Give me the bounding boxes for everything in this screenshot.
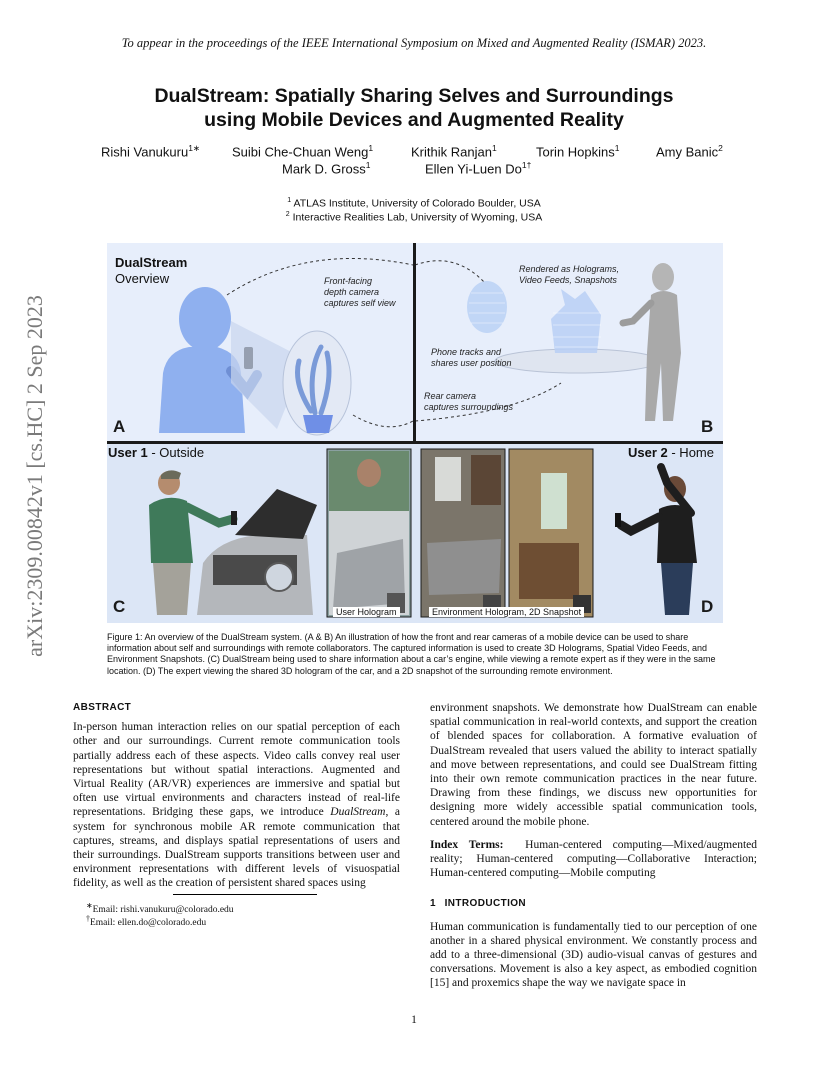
arxiv-stamp: arXiv:2309.00842v1 [cs.HC] 2 Sep 2023 <box>22 295 47 657</box>
abstract-text: In-person human interaction relies on our spatial perception of each other and our surroundings. Current remote communication tools partially address each of these aspects. Video calls convey real user representations but without spatial interactions. Augmented and Virtual Reality (AR/VR) experiences are immersive and spatial but often use virtual environments and characters instead of real-life representations. Bridging these gaps, we introduce DualStream, a system for synchronous mobile AR remote communication that captures, streams, and displays spatial representations of users and their surroundings. DualStream supports transitions between user and environment representations with different levels of visuospatial fidelity, as well as the creation of persistent shared spaces using <box>73 721 400 890</box>
intro-text: Human communication is fundamentally tied to our perception of one another in a shared physical environment. We constantly process and add to a three-dimensional (3D) audio-visual canvas of gestures and conversations. Movement is also a key aspect, as embodied cognition [15] and proxemics shape the way we navigate space in <box>430 920 757 990</box>
figure-heading: DualStream <box>115 255 188 270</box>
author: Krithik Ranjan$^1$ <box>411 143 497 160</box>
right-column <box>430 701 757 991</box>
title-line-1: DualStream: Spatially Sharing Selves and Surroundings <box>154 85 674 107</box>
figure-subheading: Overview <box>115 271 170 286</box>
panel-a <box>107 243 415 443</box>
panel-divider-horizontal <box>107 441 723 444</box>
note-front-camera: Front-facing depth camera captures self view <box>324 276 396 308</box>
caption-environment-hologram: Environment Hologram, 2D Snapshot <box>429 607 584 617</box>
page-number: 1 <box>411 1014 417 1026</box>
footnote-rule <box>173 894 317 895</box>
venue-line: To appear in the proceedings of the IEEE International Symposium on Mixed and Augmented Reality (ISMAR) 2023. <box>121 36 707 50</box>
panel-label-c: C <box>113 597 126 616</box>
note-tracks: Phone tracks and shares user position <box>431 347 512 368</box>
author: Rishi Vanukuru$^{1∗}$ <box>101 143 201 160</box>
affiliation: $^2$ Interactive Realities Lab, University of Wyoming, USA <box>285 211 543 224</box>
intro-heading: 1 INTRODUCTION <box>430 898 527 910</box>
panel-label-a: A <box>113 417 126 436</box>
panel-label-d: D <box>701 597 714 616</box>
photo-user1-car <box>107 443 415 623</box>
left-column <box>73 701 400 891</box>
note-rear-camera: Rear camera captures surroundings <box>424 391 514 412</box>
figure-1 <box>107 243 723 623</box>
note-rendered: Rendered as Holograms, Video Feeds, Snapshots <box>519 264 620 285</box>
title-line-2: using Mobile Devices and Augmented Reality <box>204 109 624 131</box>
panel-divider-vertical <box>413 243 416 443</box>
footnote: ∗Email: rishi.vanukuru@colorado.edu <box>86 901 234 916</box>
footnote: †Email: ellen.do@colorado.edu <box>86 914 207 929</box>
abstract-continuation: environment snapshots. We demonstrate how DualStream can enable spatial communication in real-world contexts, and support the creation of blended spaces for collaboration. A formative evaluation of DualStream revealed that users valued the ability to interact spatially and move between representations, and could see DualStream fitting into their own remote communication practices in the near future. Drawing from these findings, we discuss new opportunities for designing more widely accessible spatial communication tools, centered around the mobile phone. <box>430 702 757 828</box>
author: Mark D. Gross$^1$ <box>282 160 371 177</box>
panel-c <box>107 443 415 623</box>
abstract-heading: ABSTRACT <box>73 702 132 713</box>
photo-user2-home <box>415 443 723 623</box>
affiliation: $^1$ ATLAS Institute, University of Colorado Boulder, USA <box>287 197 541 210</box>
caption-user-hologram: User Hologram <box>333 607 400 617</box>
author: Ellen Yi-Luen $Do^{1\dagger}$ <box>425 160 532 177</box>
user1-label: User 1 - Outside <box>108 445 205 460</box>
paper-title <box>0 84 828 132</box>
panel-b <box>415 243 723 443</box>
author: Suibi Che-Chuan Weng$^1$ <box>232 143 374 160</box>
author: Amy Banic$^2$ <box>656 143 723 160</box>
figure-caption: Figure 1: An overview of the DualStream system. (A & B) An illustration of how the front and rear cameras of a mobile device can be used to share information about self and surroundings with remote collaborators. The captured information is used to create 3D Holograms, Spatial Video Feeds, and Environment Snapshots. (C) DualStream being used to share information about a car’s engine, while viewing a remote expert as if they were in the same location. (D) The expert viewing the shared 3D hologram of the car, and a 2D snapshot of the surrounding remote environment. <box>107 632 716 676</box>
panel-label-b: B <box>701 417 714 436</box>
user2-label: User 2 - Home <box>628 445 714 460</box>
author: Torin Hopkins$^1$ <box>536 143 620 160</box>
panel-d <box>415 443 723 623</box>
index-terms: Index Terms: Human-centered computing—Mixed/augmented reality; Human-centered computing—Collaborative Interaction; Human-centered computing—Mobile computing <box>430 838 757 880</box>
